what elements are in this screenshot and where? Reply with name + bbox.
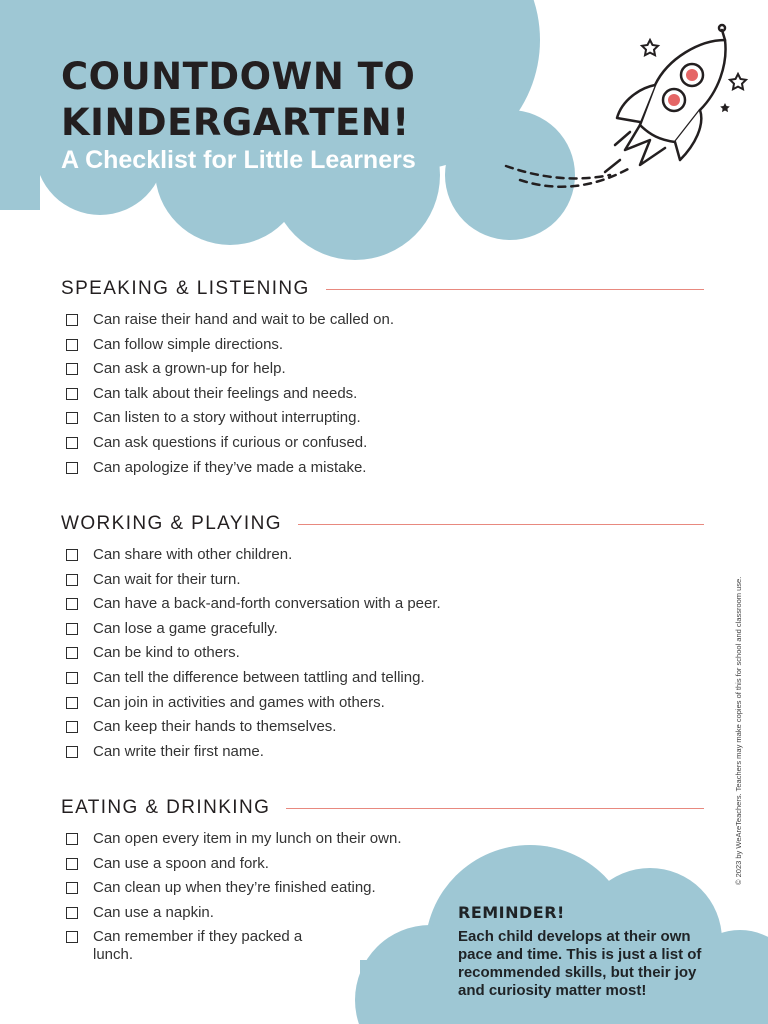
section-working-playing [61, 513, 704, 535]
checklist-item-label: Can use a spoon and fork. [93, 854, 269, 872]
checklist-item[interactable] [66, 830, 446, 848]
checklist-item[interactable] [66, 855, 446, 873]
checklist-item-label: Can ask a grown-up for help. [93, 360, 286, 378]
checklist-item-label: Can keep their hands to themselves. [93, 718, 337, 736]
reminder-body: Each child develops at their own pace and time. This is just a list of recommended skills, but their joy and curiosity matter most! [458, 928, 702, 999]
checklist-item[interactable] [66, 743, 446, 761]
reminder-title: REMINDER! [458, 903, 565, 922]
checklist-item[interactable] [66, 571, 446, 589]
checklist-item[interactable] [66, 336, 446, 354]
section-title: EATING & DRINKING [61, 797, 271, 818]
checkbox[interactable] [66, 697, 78, 709]
checklist-item-label: Can open every item in my lunch on their own. [93, 830, 402, 847]
checkbox[interactable] [66, 412, 78, 424]
checklist-item[interactable] [66, 459, 446, 477]
checklist-item-label: Can clean up when they’re finished eating. [93, 879, 376, 897]
checkbox[interactable] [66, 339, 78, 351]
section-divider [286, 808, 704, 809]
checklist-item-label: Can remember if they packed a lunch. [93, 928, 303, 964]
checkbox[interactable] [66, 882, 78, 894]
checklist-item[interactable] [66, 385, 446, 403]
page-title [61, 54, 415, 146]
checklist-item[interactable] [66, 904, 446, 922]
checkbox[interactable] [66, 721, 78, 733]
checklist-item-label: Can write their first name. [93, 742, 264, 760]
checklist-item[interactable] [66, 928, 316, 964]
section-eating-drinking [61, 797, 704, 819]
checklist-item-label: Can talk about their feelings and needs. [93, 384, 358, 402]
checklist-item[interactable] [66, 620, 446, 638]
checklist-speaking-listening [66, 311, 446, 483]
checkbox[interactable] [66, 931, 78, 943]
checklist-item[interactable] [66, 546, 446, 564]
checkbox[interactable] [66, 647, 78, 659]
checklist-item-label: Can ask questions if curious or confused. [93, 433, 368, 451]
checklist-item[interactable] [66, 311, 446, 329]
checklist-item-label: Can listen to a story without interrupting. [93, 409, 361, 427]
checklist-item-label: Can share with other children. [93, 546, 293, 563]
reminder-box [458, 903, 718, 1000]
checkbox[interactable] [66, 833, 78, 845]
checkbox[interactable] [66, 363, 78, 375]
checklist-item[interactable] [66, 879, 446, 897]
checklist-item[interactable] [66, 669, 446, 687]
checkbox[interactable] [66, 598, 78, 610]
section-title: WORKING & PLAYING [61, 513, 282, 534]
checklist-item[interactable] [66, 694, 446, 712]
section-divider [298, 524, 704, 525]
checkbox[interactable] [66, 388, 78, 400]
section-speaking-listening [61, 278, 704, 300]
checklist-item[interactable] [66, 409, 446, 427]
title-line-2: KINDERGARTEN! [61, 101, 410, 144]
checklist-item[interactable] [66, 718, 446, 736]
checklist-item-label: Can follow simple directions. [93, 335, 284, 353]
checkbox[interactable] [66, 574, 78, 586]
checklist-item-label: Can lose a game gracefully. [93, 619, 278, 637]
rocket-icon [500, 20, 760, 210]
section-title: SPEAKING & LISTENING [61, 278, 310, 299]
checkbox[interactable] [66, 672, 78, 684]
checklist-item-label: Can apologize if they’ve made a mistake. [93, 458, 367, 476]
checklist-item[interactable] [66, 360, 446, 378]
checkbox[interactable] [66, 437, 78, 449]
checklist-eating-drinking [66, 830, 446, 971]
checklist-item-label: Can join in activities and games with others. [93, 693, 385, 711]
checkbox[interactable] [66, 462, 78, 474]
checklist-item[interactable] [66, 434, 446, 452]
checklist-item-label: Can tell the difference between tattling and telling. [93, 668, 425, 686]
checklist-item-label: Can use a napkin. [93, 903, 214, 921]
checkbox[interactable] [66, 623, 78, 635]
checkbox[interactable] [66, 314, 78, 326]
checklist-item-label: Can have a back-and-forth conversation with a peer. [93, 595, 441, 613]
checklist-working-playing [66, 546, 446, 767]
section-divider [326, 289, 704, 290]
checkbox[interactable] [66, 907, 78, 919]
checklist-item[interactable] [66, 644, 446, 662]
checklist-item[interactable] [66, 595, 446, 613]
copyright-notice: © 2023 by WeAreTeachers. Teachers may make copies of this for school and classroom use. [734, 576, 743, 885]
checklist-item-label: Can wait for their turn. [93, 570, 241, 588]
checkbox[interactable] [66, 858, 78, 870]
page-subtitle: A Checklist for Little Learners [61, 146, 416, 174]
checkbox[interactable] [66, 746, 78, 758]
checkbox[interactable] [66, 549, 78, 561]
checklist-item-label: Can raise their hand and wait to be called on. [93, 311, 395, 328]
checklist-item-label: Can be kind to others. [93, 644, 240, 662]
title-line-1: COUNTDOWN TO [61, 55, 416, 98]
